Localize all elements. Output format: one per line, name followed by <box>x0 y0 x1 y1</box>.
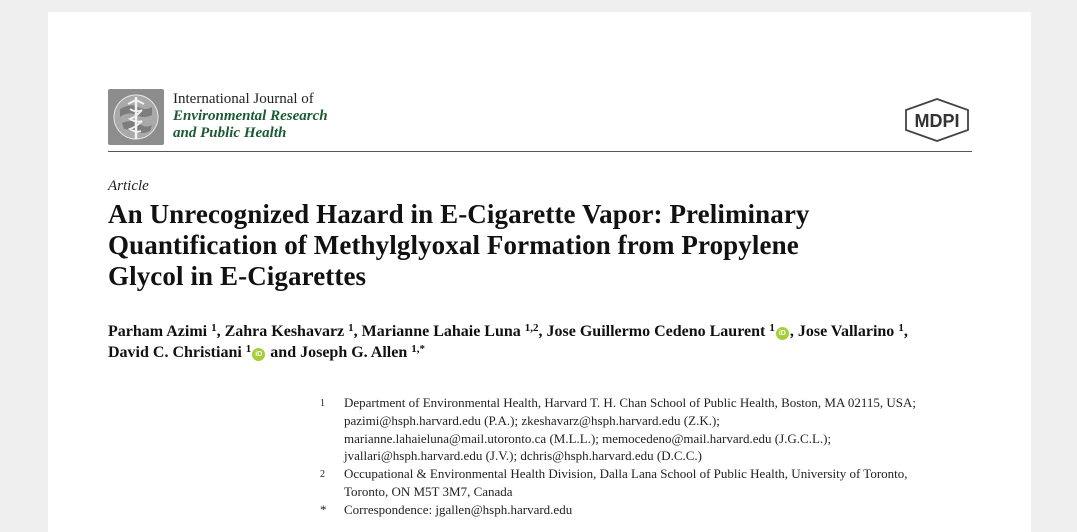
author-separator: , <box>903 323 908 340</box>
journal-logo-icon <box>108 89 164 145</box>
affiliations <box>320 394 980 519</box>
author-affiliation-mark: 1 <box>898 322 904 334</box>
title-line: An Unrecognized Hazard in E-Cigarette Vapor: Preliminary <box>108 199 810 229</box>
journal-name <box>173 91 328 142</box>
author-affiliation-mark: 1 <box>211 322 217 334</box>
author-separator: and <box>266 344 301 361</box>
mdpi-logo-icon <box>902 97 972 143</box>
affiliation-line: pazimi@hsph.harvard.edu (P.A.); zkeshavarz@hsph.harvard.edu (Z.K.); <box>344 412 720 428</box>
author-separator: , <box>538 323 547 340</box>
affiliation-line: Department of Environmental Health, Harvard T. H. Chan School of Public Health, Boston, MA 02115, USA; <box>344 395 917 410</box>
author-name: Marianne Lahaie Luna <box>361 323 525 340</box>
affiliation-line: Occupational & Environmental Health Division, Dalla Lana School of Public Health, University of Toronto, <box>344 466 908 482</box>
author-affiliation-mark: 1,* <box>411 343 425 355</box>
author-name: Jose Guillermo Cedeno Laurent <box>546 323 770 340</box>
affiliation-number: * <box>320 501 327 517</box>
journal-header <box>108 89 972 152</box>
title-line: Quantification of Methylglyoxal Formation from Propylene <box>108 230 799 260</box>
paper-page <box>48 12 1031 532</box>
orcid-icon[interactable]: iD <box>776 327 789 340</box>
author-name: Zahra Keshavarz <box>224 323 349 340</box>
author-list <box>108 321 988 363</box>
author-name: Parham Azimi <box>108 323 212 340</box>
author-separator: , <box>216 323 225 340</box>
svg-text:MDPI: MDPI <box>914 111 960 131</box>
journal-name-line1: International Journal of <box>173 91 314 107</box>
affiliation-line: Toronto, ON M5T 3M7, Canada <box>344 483 513 499</box>
affiliation-line: marianne.lahaieluna@mail.utoronto.ca (M.L.L.); memocedeno@mail.harvard.edu (J.G.C.L.); <box>344 430 832 446</box>
affiliation-line: Correspondence: jgallen@hsph.harvard.edu <box>344 501 573 517</box>
affiliation-text <box>344 394 916 465</box>
affiliation <box>320 465 980 501</box>
orcid-icon[interactable]: iD <box>252 348 265 361</box>
affiliation-line: jvallari@hsph.harvard.edu (J.V.); dchris@hsph.harvard.edu (D.C.C.) <box>344 448 703 464</box>
journal-name-line2: Environmental Research <box>173 108 328 124</box>
author-separator: , <box>353 323 362 340</box>
paper-title <box>108 199 988 292</box>
affiliation-number: 2 <box>320 469 325 481</box>
journal-name-line3: and Public Health <box>173 125 287 141</box>
author-name: Joseph G. Allen <box>300 344 412 361</box>
author-affiliation-mark: 1 <box>348 322 354 334</box>
author-name: David C. Christiani <box>108 344 246 361</box>
author-name: Jose Vallarino <box>797 323 899 340</box>
affiliation-number: 1 <box>320 398 325 409</box>
author-separator: , <box>789 323 798 340</box>
author-affiliation-mark: 1 <box>245 343 252 355</box>
author-affiliation-mark: 1,2 <box>524 322 539 334</box>
affiliation-text <box>344 501 572 519</box>
article-type: Article <box>108 178 149 194</box>
affiliation-text <box>344 465 908 501</box>
author-affiliation-mark: 1 <box>769 322 775 334</box>
affiliation <box>320 394 980 465</box>
title-line: Glycol in E-Cigarettes <box>108 261 367 291</box>
correspondence <box>320 501 980 519</box>
